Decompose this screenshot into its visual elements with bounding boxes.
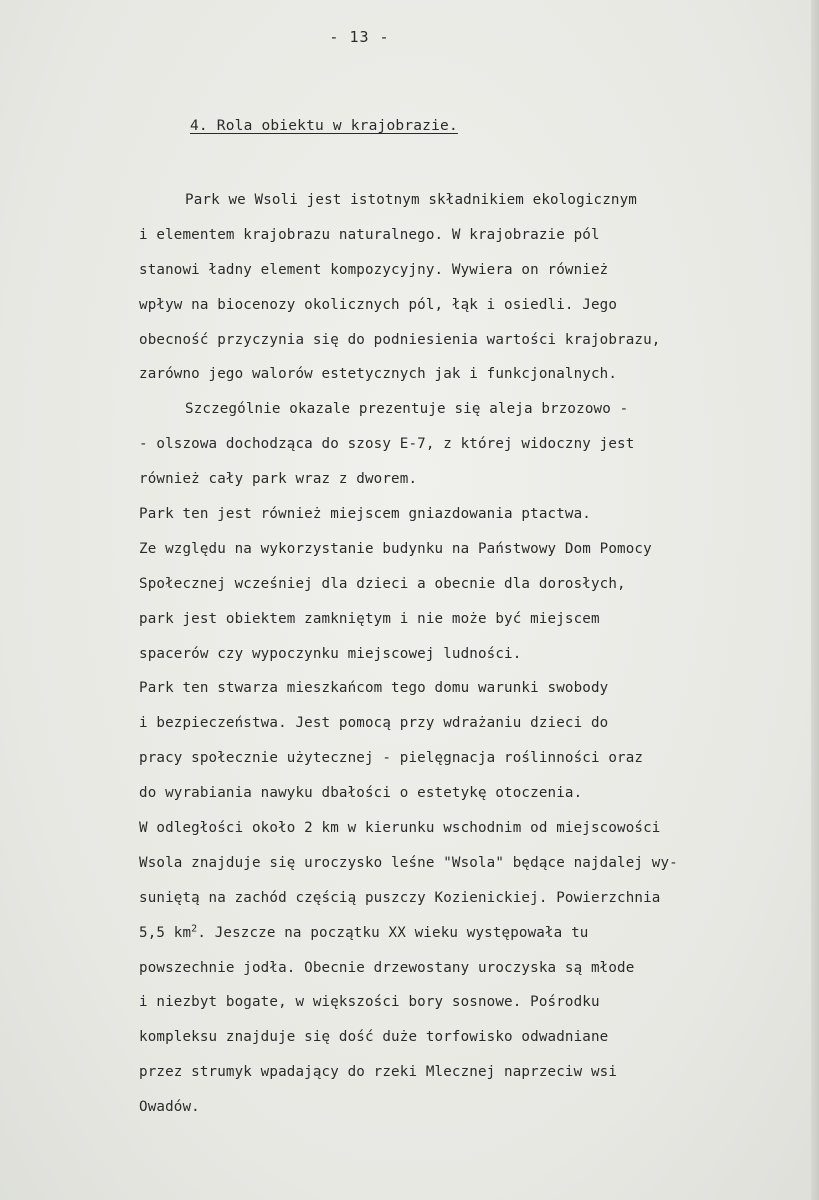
text-line xyxy=(139,818,779,853)
text-line xyxy=(139,1062,779,1097)
text-line-content: W odległości około 2 km w kierunku wschodnim od miejscowości xyxy=(139,820,661,837)
text-line xyxy=(139,1027,779,1062)
text-line xyxy=(139,574,779,609)
text-line-content: suniętą na zachód częścią puszczy Kozienickiej. Powierzchnia xyxy=(139,889,661,906)
text-line xyxy=(139,260,779,295)
text-line xyxy=(139,225,779,260)
text-line-content: spacerów czy wypoczynku miejscowej ludności. xyxy=(139,645,522,662)
text-line xyxy=(139,469,779,504)
text-line-content: Społecznej wcześniej dla dzieci a obecnie dla dorosłych, xyxy=(139,575,626,592)
superscript: 2 xyxy=(191,922,198,934)
text-line xyxy=(139,434,779,469)
text-line xyxy=(139,992,779,1027)
text-line-content: zarówno jego walorów estetycznych jak i funkcjonalnych. xyxy=(139,366,618,383)
text-line xyxy=(139,295,779,330)
body-text xyxy=(139,190,779,1132)
page-edge xyxy=(811,0,819,1200)
text-line-content: 5,5 km xyxy=(139,924,192,941)
text-line-content: stanowi ładny element kompozycyjny. Wywiera on również xyxy=(139,261,609,278)
text-line xyxy=(139,783,779,818)
section-heading: 4. Rola obiektu w krajobrazie. xyxy=(190,118,458,134)
text-line xyxy=(139,190,779,225)
text-line xyxy=(139,399,779,434)
text-line-content: Szczególnie okazale prezentuje się aleja brzozowo - xyxy=(185,401,629,418)
text-line-content: kompleksu znajduje się dość duże torfowisko odwadniane xyxy=(139,1029,609,1046)
text-line xyxy=(139,504,779,539)
text-line-content: wpływ na biocenozy okolicznych pól, łąk i osiedli. Jego xyxy=(139,296,618,313)
text-line xyxy=(139,958,779,993)
text-line-content: obecność przyczynia się do podniesienia wartości krajobrazu, xyxy=(139,331,661,348)
text-line-content: Park we Wsoli jest istotnym składnikiem ekologicznym xyxy=(185,192,637,208)
text-line-content: i niezbyt bogate, w większości bory sosnowe. Pośrodku xyxy=(139,994,600,1011)
text-line-content: - olszowa dochodząca do szosy E-7, z której widoczny jest xyxy=(139,436,635,453)
text-line-content: przez strumyk wpadający do rzeki Mlecznej naprzeciw wsi xyxy=(139,1064,618,1081)
text-line xyxy=(139,1097,779,1132)
text-line-content: powszechnie jodła. Obecnie drzewostany uroczyska są młode xyxy=(139,959,635,976)
text-line xyxy=(139,644,779,679)
text-line-content: Park ten jest również miejscem gniazdowania ptactwa. xyxy=(139,506,591,523)
text-line-content: Ze względu na wykorzystanie budynku na Państwowy Dom Pomocy xyxy=(139,540,652,557)
text-line-content: również cały park wraz z dworem. xyxy=(139,471,418,488)
text-line xyxy=(139,923,779,958)
text-line xyxy=(139,330,779,365)
text-line-content: park jest obiektem zamkniętym i nie może być miejscem xyxy=(139,610,600,627)
text-line xyxy=(139,888,779,923)
text-line-content: i elementem krajobrazu naturalnego. W krajobrazie pól xyxy=(139,226,600,243)
text-line-content: i bezpieczeństwa. Jest pomocą przy wdrażaniu dzieci do xyxy=(139,715,609,732)
text-line-content: Park ten stwarza mieszkańcom tego domu warunki swobody xyxy=(139,680,609,697)
text-line xyxy=(139,539,779,574)
text-line-content: Wsola znajduje się uroczysko leśne "Wsola" będące najdalej wy- xyxy=(139,854,678,871)
text-line xyxy=(139,748,779,783)
text-line-continuation: . Jeszcze na początku XX wieku występowała tu xyxy=(197,924,589,941)
text-line xyxy=(139,713,779,748)
text-line xyxy=(139,678,779,713)
text-line-content: Owadów. xyxy=(139,1099,200,1116)
text-line xyxy=(139,609,779,644)
text-line xyxy=(139,364,779,399)
text-line-content: pracy społecznie użytecznej - pielęgnacja roślinności oraz xyxy=(139,750,644,767)
text-line-content: do wyrabiania nawyku dbałości o estetykę otoczenia. xyxy=(139,785,583,802)
page-number: - 13 - xyxy=(329,28,390,46)
text-line xyxy=(139,853,779,888)
